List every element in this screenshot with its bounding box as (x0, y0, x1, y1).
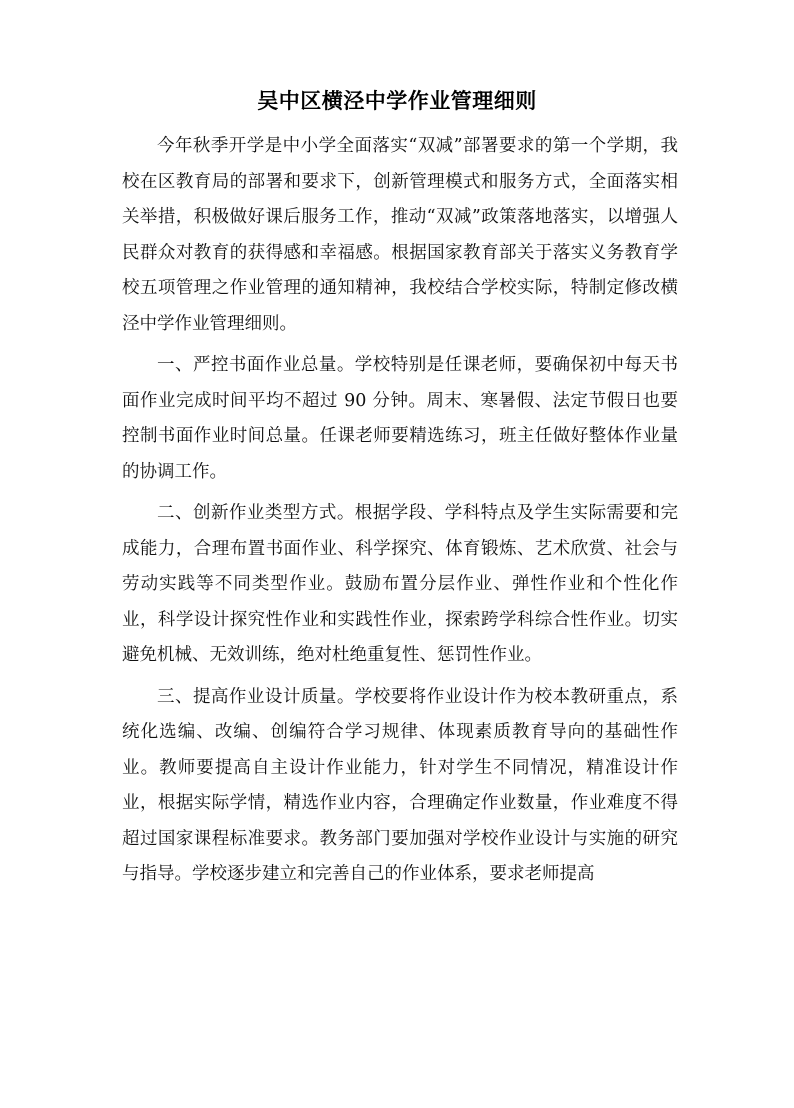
section-3-paragraph: 三、提高作业设计质量。学校要将作业设计作为校本教研重点，系统化选编、改编、创编符合学习规律、体现素质教育导向的基础性作业。教师要提高自主设计作业能力，针对学生不同情况，精准设计作业，根据实际学情，精选作业内容，合理确定作业数量，作业难度不得超过国家课程标准要求。教务部门要加强对学校作业设计与实施的研究与指导。学校逐步建立和完善自己的作业体系，要求老师提高 (122, 686, 678, 884)
section-2-paragraph: 二、创新作业类型方式。根据学段、学科特点及学生实际需要和完成能力，合理布置书面作业、科学探究、体育锻炼、艺术欣赏、社会与劳动实践等不同类型作业。鼓励布置分层作业、弹性作业和个性化作业，科学设计探究性作业和实践性作业，探索跨学科综合性作业。切实避免机械、无效训练，绝对杜绝重复性、惩罚性作业。 (122, 503, 678, 665)
document-title: 吴中区横泾中学作业管理细则 (257, 89, 537, 113)
intro-paragraph: 今年秋季开学是中小学全面落实“双减”部署要求的第一个学期，我校在区教育局的部署和要求下，创新管理模式和服务方式，全面落实相关举措，积极做好课后服务工作，推动“双减”政策落地落实，以增强人民群众对教育的获得感和幸福感。根据国家教育部关于落实义务教育学校五项管理之作业管理的通知精神，我校结合学校实际，特制定修改横泾中学作业管理细则。 (122, 136, 678, 334)
document-body (122, 129, 678, 899)
section-1-paragraph: 一、严控书面作业总量。学校特别是任课老师，要确保初中每天书面作业完成时间平均不超过 90 分钟。周末、寒暑假、法定节假日也要控制书面作业时间总量。任课老师要精选练习，班主任做好整体作业量的协调工作。 (122, 355, 678, 482)
